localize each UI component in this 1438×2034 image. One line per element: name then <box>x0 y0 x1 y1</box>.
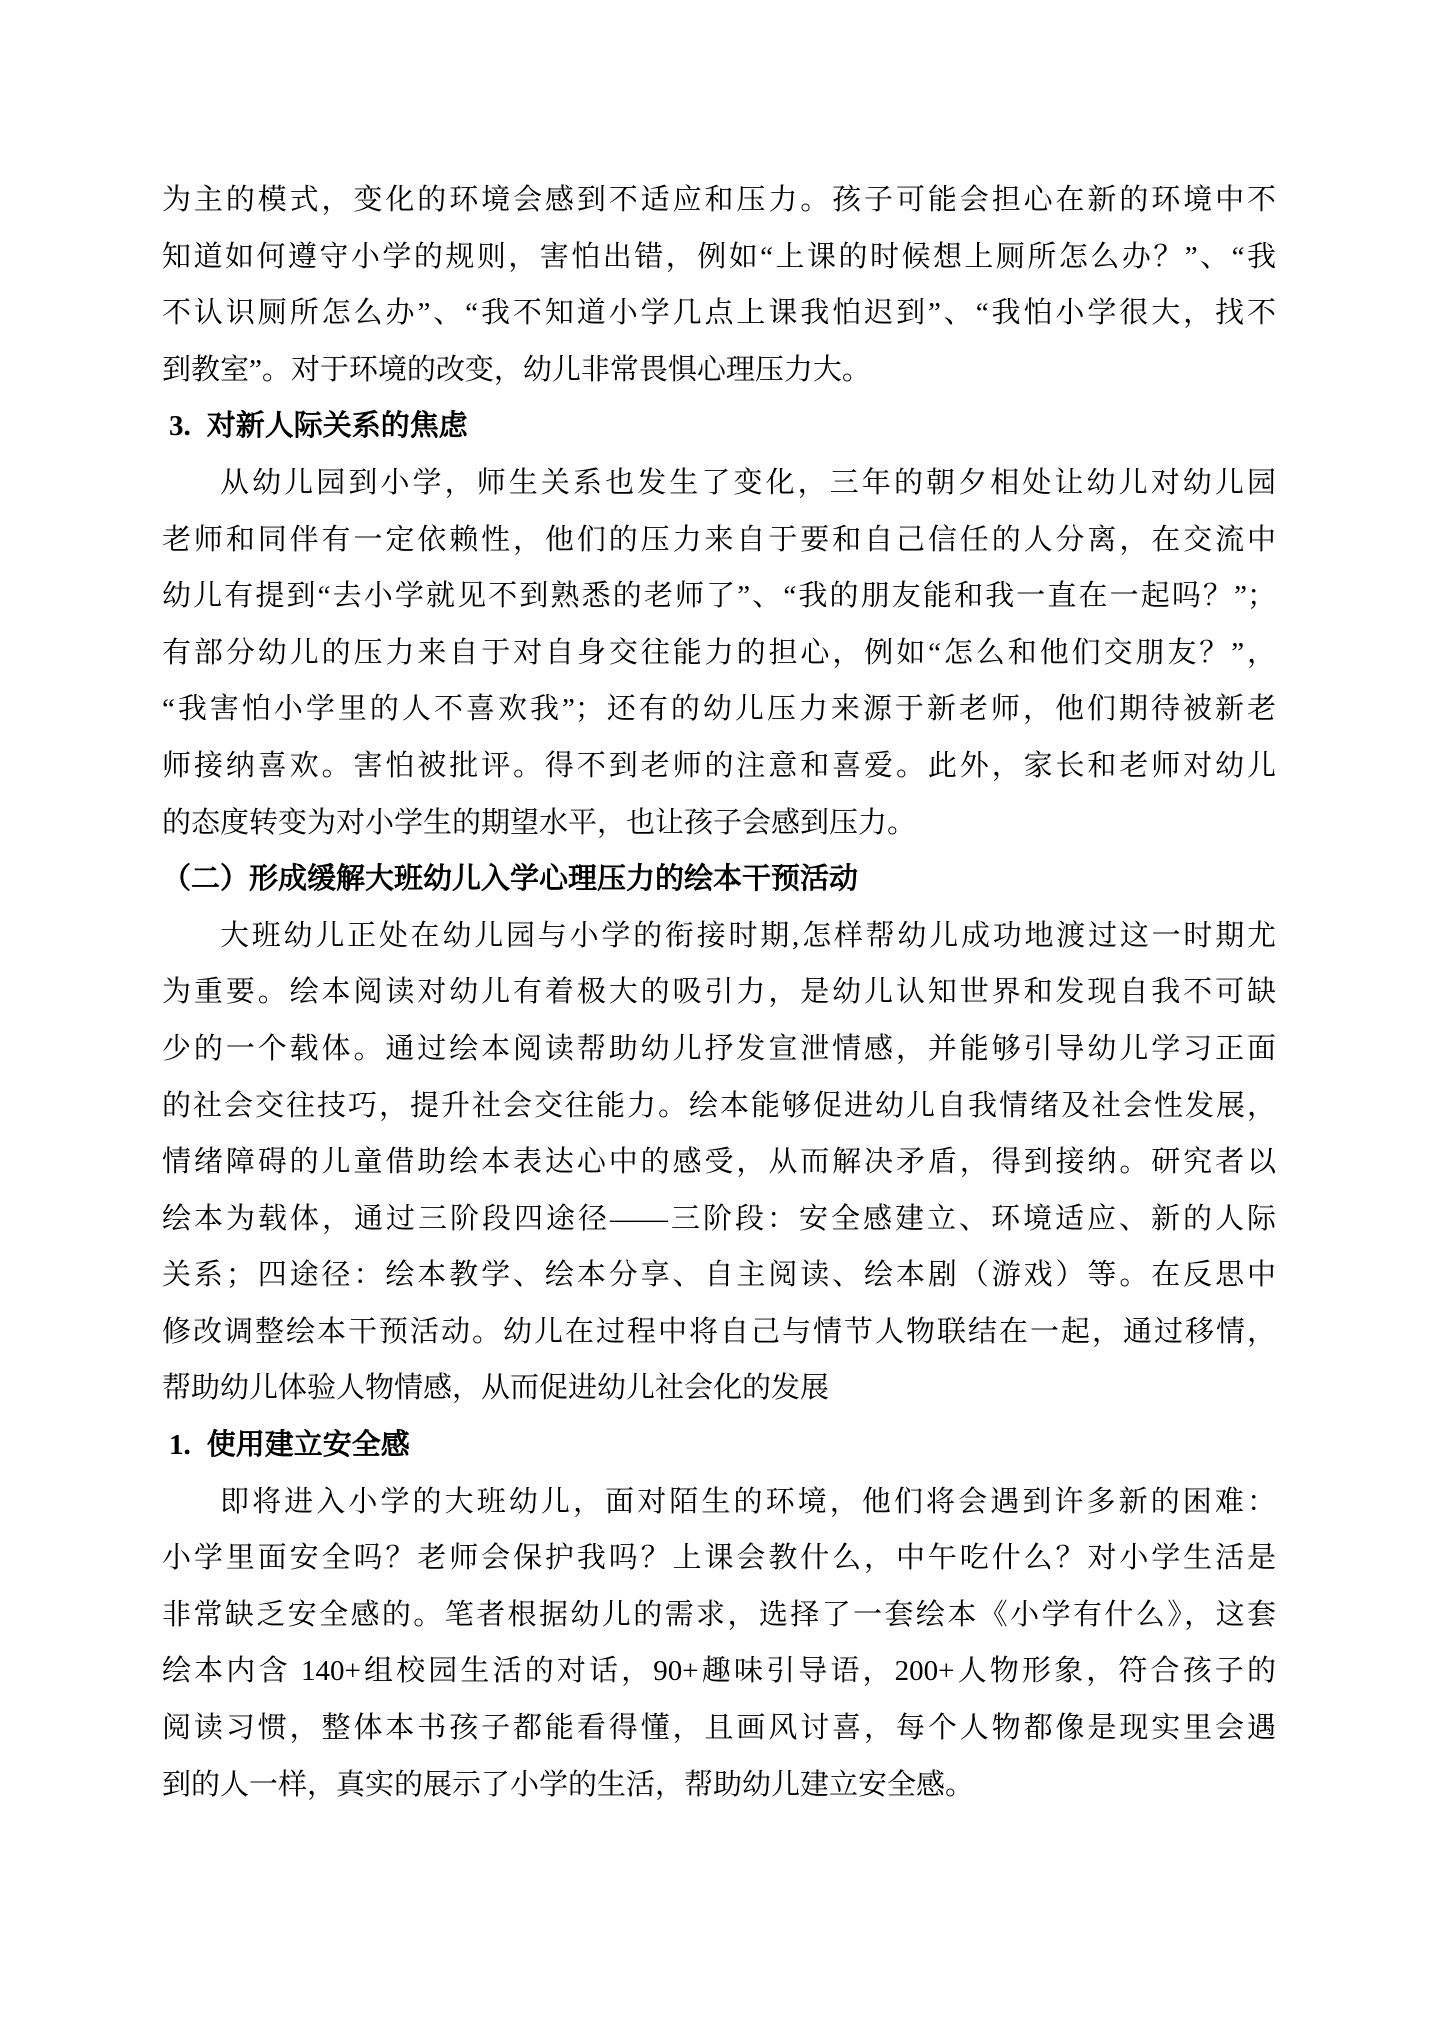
paragraph-environment-stress-line-2: 知道如何遵守小学的规则，害怕出错，例如“上课的时候想上厕所怎么办？”、“我 <box>162 240 1276 273</box>
paragraph-intervention-overview-line-8: 修改调整绘本干预活动。幼儿在过程中将自己与情节人物联结在一起，通过移情， <box>162 1315 1276 1348</box>
heading-build-security <box>162 1417 1276 1474</box>
heading-new-relationship-anxiety-number: 3. <box>169 410 191 443</box>
paragraph-intervention-overview-line-4: 的社会交往技巧，提升社会交往能力。绘本能够促进幼儿自我情绪及社会性发展， <box>162 1089 1276 1122</box>
paragraph-intervention-overview-line-1: 大班幼儿正处在幼儿园与小学的衔接时期,怎样帮幼儿成功地渡过这一时期尤 <box>220 919 1276 952</box>
paragraph-intervention-overview-line-6: 绘本为载体，通过三阶段四途径——三阶段：安全感建立、环境适应、新的人际 <box>162 1202 1276 1235</box>
paragraph-security-picturebook-line-2: 小学里面安全吗？老师会保护我吗？上课会教什么，中午吃什么？对小学生活是 <box>162 1542 1276 1575</box>
paragraph-relationship-stress-line-7: 的态度转变为对小学生的期望水平，也让孩子会感到压力。 <box>162 806 917 839</box>
paragraph-intervention-overview-line-2: 为重要。绘本阅读对幼儿有着极大的吸引力，是幼儿认知世界和发现自我不可缺 <box>162 976 1276 1009</box>
paragraph-security-picturebook-line-1: 即将进入小学的大班幼儿，面对陌生的环境，他们将会遇到许多新的困难： <box>220 1485 1276 1518</box>
paragraph-relationship-stress-line-6: 师接纳喜欢。害怕被批评。得不到老师的注意和喜爱。此外，家长和老师对幼儿 <box>162 749 1276 782</box>
paragraph-relationship-stress-line-3: 幼儿有提到“去小学就见不到熟悉的老师了”、“我的朋友能和我一直在一起吗？”； <box>162 580 1276 613</box>
paragraph-intervention-overview-line-7: 关系；四途径：绘本教学、绘本分享、自主阅读、绘本剧（游戏）等。在反思中 <box>162 1259 1276 1292</box>
heading-new-relationship-anxiety-label: 对新人际关系的焦虑 <box>206 410 468 443</box>
paragraph-relationship-stress-line-2: 老师和同伴有一定依赖性，他们的压力来自于要和自己信任的人分离，在交流中 <box>162 523 1276 556</box>
heading-picturebook-intervention-label: （二）形成缓解大班幼儿入学心理压力的绘本干预活动 <box>162 863 859 896</box>
heading-new-relationship-anxiety <box>162 398 1276 455</box>
paragraph-environment-stress-line-4: 到教室”。对于环境的改变，幼儿非常畏惧心理压力大。 <box>162 353 871 386</box>
paragraph-environment-stress-line-1: 为主的模式，变化的环境会感到不适应和压力。孩子可能会担心在新的环境中不 <box>162 184 1276 216</box>
paragraph-security-picturebook-line-5: 阅读习惯，整体本书孩子都能看得懂，且画风讨喜，每个人物都像是现实里会遇 <box>162 1712 1276 1745</box>
heading-build-security-label: 使用建立安全感 <box>206 1429 410 1462</box>
paragraph-intervention-overview-line-9: 帮助幼儿体验人物情感，从而促进幼儿社会化的发展 <box>162 1372 830 1405</box>
paragraph-intervention-overview-line-5: 情绪障碍的儿童借助绘本表达心中的感受，从而解决矛盾，得到接纳。研究者以 <box>162 1146 1276 1179</box>
text-block <box>162 172 1276 1813</box>
paragraph-relationship-stress-line-4: 有部分幼儿的压力来自于对自身交往能力的担心，例如“怎么和他们交朋友？”， <box>162 636 1276 669</box>
paragraph-security-picturebook-line-4: 绘本内含 140+组校园生活的对话，90+趣味引导语，200+人物形象，符合孩子的 <box>162 1655 1276 1688</box>
paragraph-security-picturebook-line-3: 非常缺乏安全感的。笔者根据幼儿的需求，选择了一套绘本《小学有什么》，这套 <box>162 1598 1276 1631</box>
paragraph-relationship-stress-line-1: 从幼儿园到小学，师生关系也发生了变化，三年的朝夕相处让幼儿对幼儿园 <box>220 466 1276 499</box>
paragraph-intervention-overview-line-3: 少的一个载体。通过绘本阅读帮助幼儿抒发宣泄情感，并能够引导幼儿学习正面 <box>162 1032 1276 1065</box>
paragraph-relationship-stress-line-5: “我害怕小学里的人不喜欢我”；还有的幼儿压力来源于新老师，他们期待被新老 <box>162 693 1276 726</box>
paragraph-security-picturebook-line-6: 到的人一样，真实的展示了小学的生活，帮助幼儿建立安全感。 <box>162 1768 975 1801</box>
heading-build-security-number: 1. <box>169 1429 191 1462</box>
heading-picturebook-intervention <box>162 851 1276 908</box>
paragraph-environment-stress-line-3: 不认识厕所怎么办”、“我不知道小学几点上课我怕迟到”、“我怕小学很大，找不 <box>162 297 1276 330</box>
